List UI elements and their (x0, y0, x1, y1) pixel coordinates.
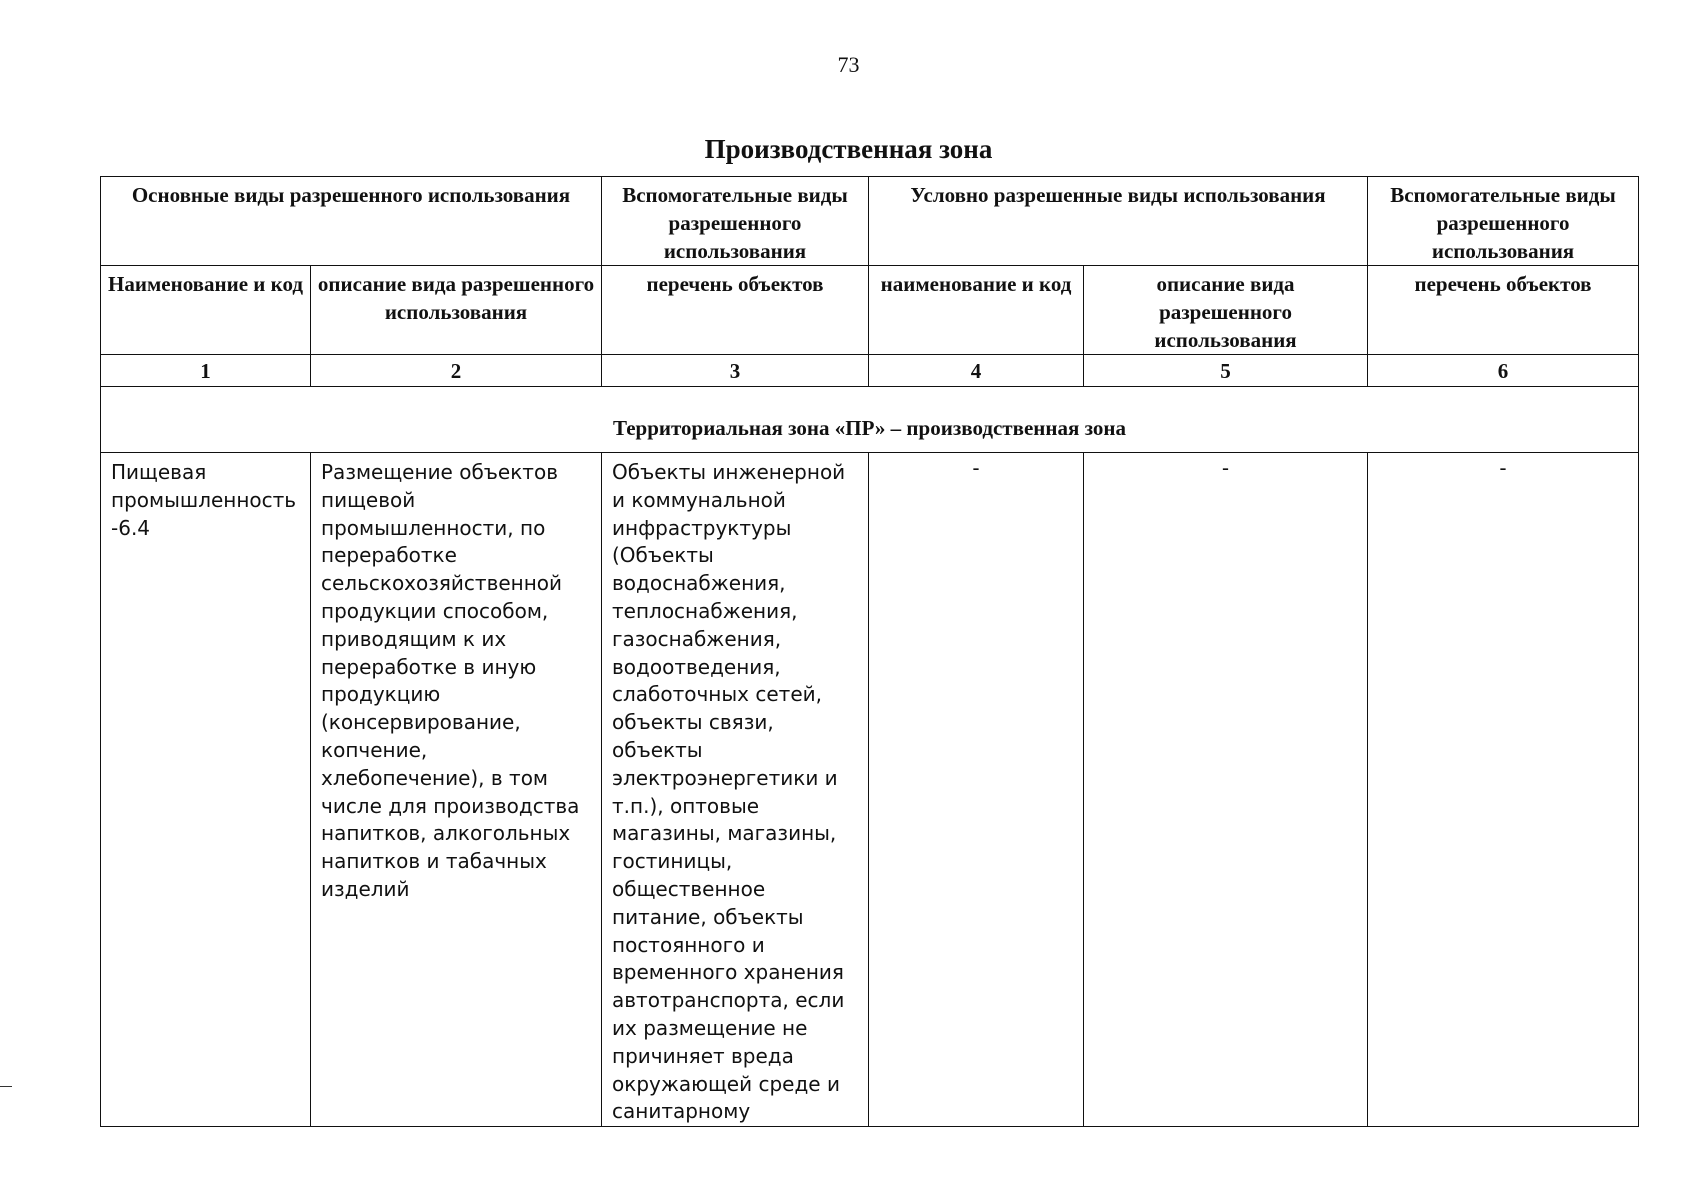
use-description-cell: Размещение объектов пищевой промышленности, по переработке сельскохозяйственной продукции способом, приводящим к их переработке в иную продукцию (консервирование, копчение, хлебопечение), в том числе для производства напитков, алкогольных напитков и табачных изделий (311, 453, 602, 1127)
auxiliary-objects-cell: Объекты инженерной и коммунальной инфраструктуры (Объекты водоснабжения, теплоснабжения, газоснабжения, водоотведения, слаботочных сетей, объекты связи, объекты электроэнергетики и т.п.), оптовые магазины, магазины, гостиницы, общественное питание, объекты постоянного и временного хранения автотранспорта, если их размещение не причиняет вреда окружающей среде и санитарному (602, 453, 869, 1127)
header-auxiliary-uses: Вспомогательные виды разрешенного использования (602, 177, 869, 266)
header-auxiliary-list: перечень объектов (602, 266, 869, 355)
header-auxiliary-conditional-list: перечень объектов (1368, 266, 1639, 355)
sub-header-row (101, 266, 1639, 355)
group-header-row (101, 177, 1639, 266)
zone-label: Территориальная зона «ПР» – производственная зона (101, 387, 1639, 453)
conditional-name-cell: - (869, 453, 1084, 1127)
column-number: 2 (311, 355, 602, 387)
table-row (101, 453, 1639, 1127)
header-conditional-description: описание вида разрешенного использования (1084, 266, 1368, 355)
header-main-uses: Основные виды разрешенного использования (101, 177, 602, 266)
header-auxiliary-conditional-uses: Вспомогательные виды разрешенного использования (1368, 177, 1639, 266)
header-main-description: описание вида разрешенного использования (311, 266, 602, 355)
column-number: 1 (101, 355, 311, 387)
auxiliary-conditional-objects-cell: - (1368, 453, 1639, 1127)
margin-mark (0, 1086, 12, 1087)
column-number-row (101, 355, 1639, 387)
use-name-cell: Пищевая промышленность -6.4 (101, 453, 311, 1127)
page-title: Производственная зона (704, 134, 993, 164)
header-conditional-uses: Условно разрешенные виды использования (869, 177, 1368, 266)
zone-label-row (101, 387, 1639, 453)
page-number: 73 (837, 52, 860, 77)
header-conditional-name: наименование и код (869, 266, 1084, 355)
conditional-description-cell: - (1084, 453, 1368, 1127)
column-number: 3 (602, 355, 869, 387)
land-use-table (100, 176, 1639, 1127)
column-number: 4 (869, 355, 1084, 387)
header-main-name: Наименование и код (101, 266, 311, 355)
column-number: 5 (1084, 355, 1368, 387)
column-number: 6 (1368, 355, 1639, 387)
